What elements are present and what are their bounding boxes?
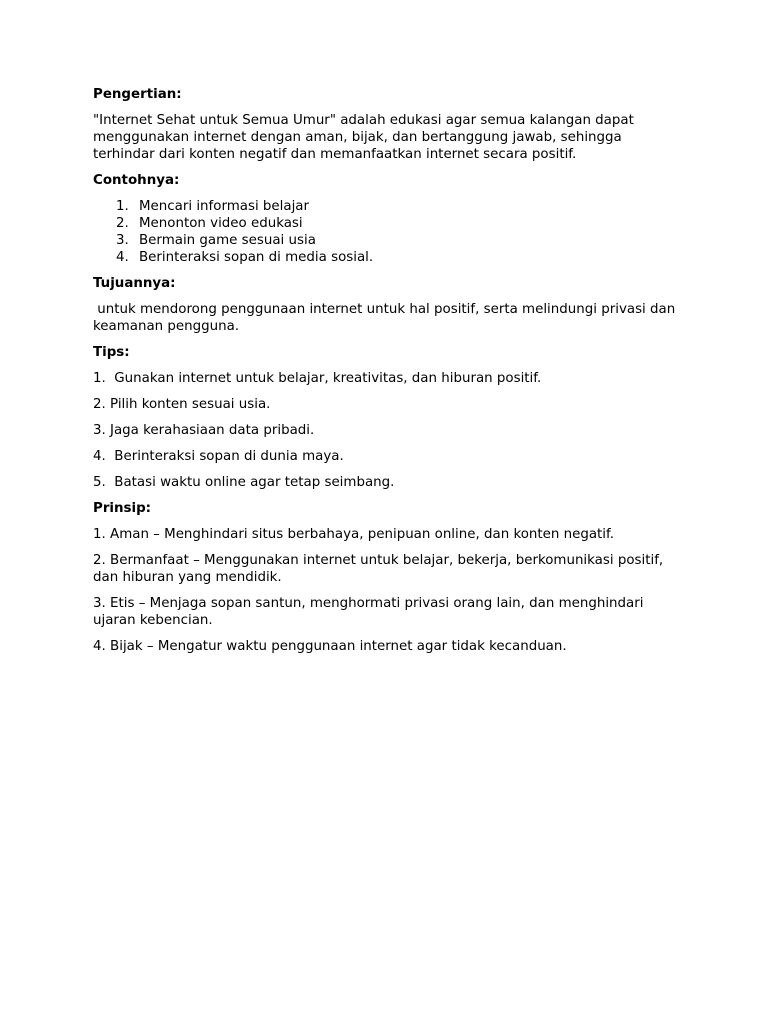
list-item [93, 249, 683, 266]
tujuannya-text: untuk mendorong penggunaan internet untuk hal positif, serta melindungi privasi dan keamanan pengguna. [93, 302, 680, 334]
tips-heading: Tips: [93, 345, 130, 360]
list-item-number: 3. [116, 233, 129, 248]
tips-item-4: 4. Berinteraksi sopan di dunia maya. [93, 449, 344, 464]
pengertian-text: "Internet Sehat untuk Semua Umur" adalah edukasi agar semua kalangan dapat menggunakan internet dengan aman, bijak, dan bertanggung jawab, sehingga terhindar dari konten negatif dan memanfaatkan internet secara positif. [93, 113, 639, 162]
tips-item-1: 1. Gunakan internet untuk belajar, kreativitas, dan hiburan positif. [93, 371, 542, 386]
prinsip-item-4: 4. Bijak – Mengatur waktu penggunaan internet agar tidak kecanduan. [93, 639, 567, 654]
list-item-text: Menonton video edukasi [139, 216, 303, 231]
pengertian-heading: Pengertian: [93, 87, 182, 102]
prinsip-item-2: 2. Bermanfaat – Menggunakan internet untuk belajar, bekerja, berkomunikasi positif, dan hiburan yang mendidik. [93, 553, 668, 585]
list-item [93, 232, 683, 249]
list-item [93, 198, 683, 215]
prinsip-item-3: 3. Etis – Menjaga sopan santun, menghormati privasi orang lain, dan menghindari ujaran kebencian. [93, 596, 648, 628]
contohnya-list [93, 198, 683, 266]
list-item-number: 2. [116, 216, 129, 231]
tips-item-2: 2. Pilih konten sesuai usia. [93, 397, 271, 412]
list-item-text: Mencari informasi belajar [139, 199, 310, 214]
tips-item-3: 3. Jaga kerahasiaan data pribadi. [93, 423, 315, 438]
list-item-text: Berinteraksi sopan di media sosial. [139, 250, 374, 265]
tujuannya-heading: Tujuannya: [93, 276, 176, 291]
tips-item-5: 5. Batasi waktu online agar tetap seimbang. [93, 475, 395, 490]
prinsip-heading: Prinsip: [93, 501, 152, 516]
list-item-number: 4. [116, 250, 129, 265]
list-item-number: 1. [116, 199, 129, 214]
list-item [93, 215, 683, 232]
prinsip-item-1: 1. Aman – Menghindari situs berbahaya, penipuan online, dan konten negatif. [93, 527, 615, 542]
contohnya-heading: Contohnya: [93, 173, 180, 188]
list-item-text: Bermain game sesuai usia [139, 233, 316, 248]
document-page [93, 86, 683, 664]
